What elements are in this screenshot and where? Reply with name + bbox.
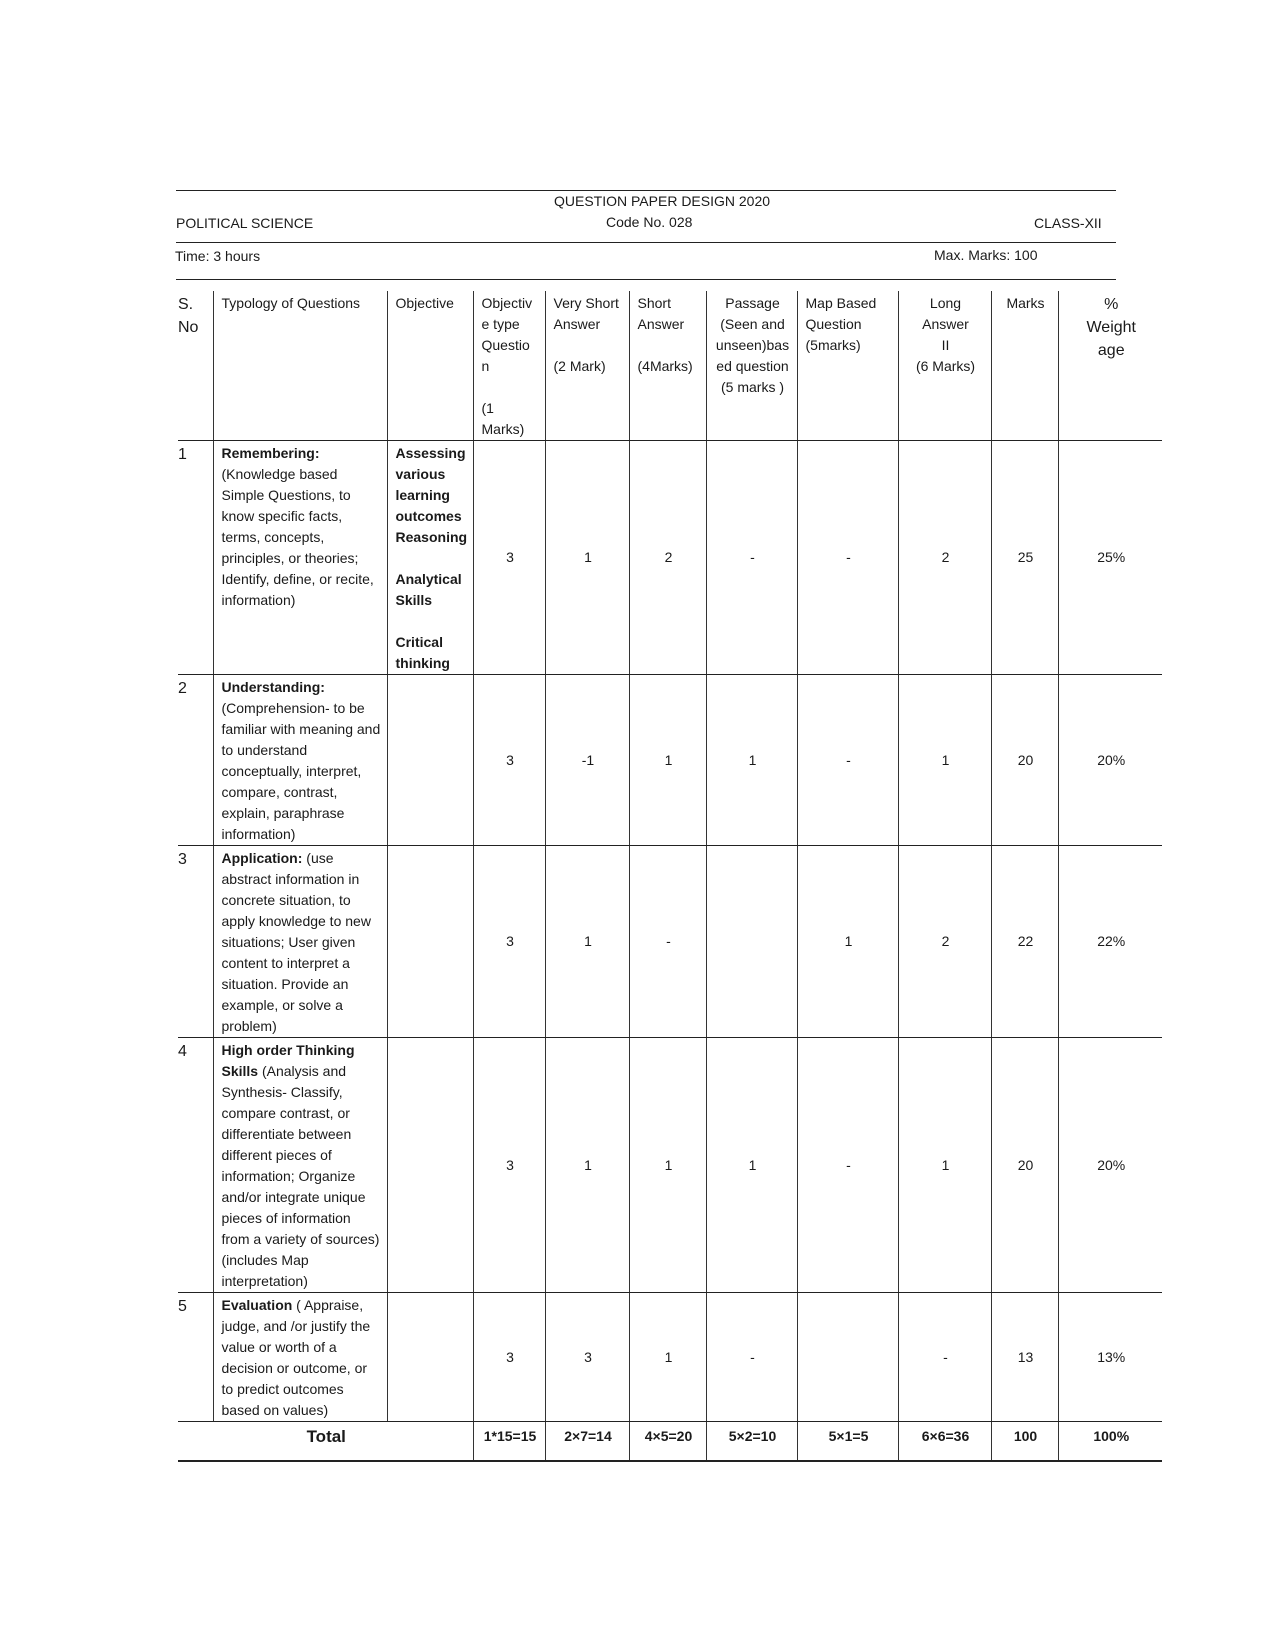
col-header-line: Very Short <box>553 295 619 311</box>
time-label: Time: 3 hours <box>175 248 261 264</box>
col-header-line: Typology of Questions <box>221 295 361 311</box>
col-header-line: (5marks) <box>805 337 861 353</box>
col-header-objective-type <box>473 291 545 441</box>
question-paper-table <box>178 291 1162 1462</box>
cell-sno: 3 <box>178 846 213 1038</box>
col-header-line: Answer <box>553 316 601 332</box>
cell-typology <box>213 846 387 1038</box>
cell-weightage: 13% <box>1058 1293 1162 1422</box>
typology-heading: Understanding: <box>221 679 325 695</box>
time-rule <box>176 279 1116 280</box>
cell-objective-type: 3 <box>473 675 545 846</box>
col-header-sno <box>178 291 213 441</box>
cell-long-answer: 1 <box>898 675 991 846</box>
typology-heading: Remembering: <box>221 445 320 461</box>
cell-weightage: 20% <box>1058 675 1162 846</box>
col-header-line: No <box>178 319 199 336</box>
col-header-marks <box>991 291 1058 441</box>
cell-marks: 22 <box>991 846 1058 1038</box>
cell-objective-type: 3 <box>473 846 545 1038</box>
cell-marks: 13 <box>991 1293 1058 1422</box>
col-header-line: (2 Mark) <box>553 358 606 374</box>
col-header-very-short <box>545 291 629 441</box>
col-header-line: age <box>1097 342 1125 359</box>
col-header-line <box>554 335 623 356</box>
cell-objective <box>387 1293 473 1422</box>
col-header-line: Questio <box>481 337 530 353</box>
cell-marks: 20 <box>991 1038 1058 1293</box>
cell-objective <box>387 675 473 846</box>
cell-marks: 25 <box>991 441 1058 675</box>
col-header-long-answer <box>898 291 991 441</box>
subject-name: POLITICAL SCIENCE <box>176 215 314 231</box>
typology-heading: Application: <box>221 850 303 866</box>
col-header-line: Short <box>637 295 671 311</box>
cell-very-short: 3 <box>545 1293 629 1422</box>
total-long-answer: 6×6=36 <box>898 1422 991 1462</box>
cell-objective <box>387 441 473 675</box>
col-header-line: (Seen and <box>720 316 785 332</box>
table-row <box>178 846 1162 1038</box>
col-header-passage <box>706 291 797 441</box>
typology-description: (Comprehension- to be familiar with meaning and to understand conceptually, interpret, compare, contrast, explain, paraphrase information) <box>221 700 381 842</box>
cell-objective-type: 3 <box>473 1038 545 1293</box>
objective-line: Assessing <box>395 445 466 461</box>
col-header-line: II <box>941 337 950 353</box>
cell-map-based: - <box>797 441 898 675</box>
col-header-line: % <box>1104 296 1119 313</box>
cell-sno: 2 <box>178 675 213 846</box>
table-row <box>178 675 1162 846</box>
cell-typology <box>213 1293 387 1422</box>
col-header-line <box>638 335 700 356</box>
col-header-line: Question <box>805 316 862 332</box>
cell-short: 2 <box>629 441 706 675</box>
typology-description: (Knowledge based Simple Questions, to know specific facts, terms, concepts, principles, or theories; Identify, define, or recite, information) <box>221 466 374 608</box>
objective-line <box>396 548 467 569</box>
cell-passage: 1 <box>706 675 797 846</box>
cell-objective-type: 3 <box>473 441 545 675</box>
typology-description: ( Appraise, judge, and /or justify the value or worth of a decision or outcome, or to predict outcomes based on values) <box>221 1297 371 1418</box>
table-row <box>178 1038 1162 1293</box>
cell-map-based: - <box>797 1038 898 1293</box>
cell-short: 1 <box>629 1038 706 1293</box>
max-marks-label: Max. Marks: 100 <box>934 247 1038 263</box>
cell-very-short: 1 <box>545 1038 629 1293</box>
cell-short: 1 <box>629 1293 706 1422</box>
typology-heading: High order Thinking Skills <box>221 1042 355 1079</box>
col-header-line: Map Based <box>805 295 877 311</box>
total-label: Total <box>178 1422 473 1462</box>
cell-sno: 1 <box>178 441 213 675</box>
typology-description: (Analysis and Synthesis- Classify, compare contrast, or differentiate between different pieces of information; Organize and/or integrate unique pieces of information from a variety of sources) (includes Map interpretation) <box>221 1063 380 1289</box>
col-header-line: Weight <box>1086 319 1136 336</box>
col-header-objective <box>387 291 473 441</box>
cell-long-answer: - <box>898 1293 991 1422</box>
col-header-map-based <box>797 291 898 441</box>
col-header-line: Long <box>929 295 962 311</box>
col-header-line: Answer <box>637 316 685 332</box>
table-header-row <box>178 291 1162 441</box>
objective-line <box>396 611 467 632</box>
col-header-short <box>629 291 706 441</box>
table-row <box>178 441 1162 675</box>
col-header-line: (1 <box>481 400 494 416</box>
cell-sno: 5 <box>178 1293 213 1422</box>
total-short: 4×5=20 <box>629 1422 706 1462</box>
cell-weightage: 25% <box>1058 441 1162 675</box>
cell-objective <box>387 846 473 1038</box>
objective-line: Critical <box>395 634 443 650</box>
subject-code: Code No. 028 <box>606 214 693 230</box>
col-header-line <box>482 377 539 398</box>
col-header-typology <box>213 291 387 441</box>
cell-long-answer: 2 <box>898 441 991 675</box>
cell-weightage: 20% <box>1058 1038 1162 1293</box>
cell-weightage: 22% <box>1058 846 1162 1038</box>
col-header-weightage <box>1058 291 1162 441</box>
cell-objective-type: 3 <box>473 1293 545 1422</box>
cell-very-short: -1 <box>545 675 629 846</box>
col-header-line: ed question <box>716 358 789 374</box>
col-header-line: Answer <box>922 316 969 332</box>
col-header-line: (5 marks ) <box>721 379 784 395</box>
col-header-line: S. <box>178 296 194 313</box>
paper-title: QUESTION PAPER DESIGN 2020 <box>554 193 771 209</box>
col-header-line: Objective <box>395 295 454 311</box>
cell-passage: 1 <box>706 1038 797 1293</box>
cell-long-answer: 1 <box>898 1038 991 1293</box>
col-header-line: Passage <box>725 295 780 311</box>
objective-line: learning <box>395 487 450 503</box>
objective-line: outcomes <box>395 508 462 524</box>
cell-very-short: 1 <box>545 846 629 1038</box>
col-header-line: unseen)bas <box>715 337 790 353</box>
cell-short: - <box>629 846 706 1038</box>
col-header-line: Marks <box>1006 295 1045 311</box>
cell-very-short: 1 <box>545 441 629 675</box>
total-passage: 5×2=10 <box>706 1422 797 1462</box>
objective-line: Analytical <box>395 571 462 587</box>
typology-description: (use abstract information in concrete situation, to apply knowledge to new situations; User given content to interpret a situation. Provide an example, or solve a problem) <box>221 850 371 1034</box>
total-map-based: 5×1=5 <box>797 1422 898 1462</box>
top-rule <box>176 190 1116 191</box>
col-header-line: Objectiv <box>481 295 533 311</box>
table-row <box>178 1293 1162 1422</box>
objective-line: thinking <box>395 655 450 671</box>
cell-sno: 4 <box>178 1038 213 1293</box>
objective-line: various <box>395 466 446 482</box>
total-objective-type: 1*15=15 <box>473 1422 545 1462</box>
cell-long-answer: 2 <box>898 846 991 1038</box>
cell-short: 1 <box>629 675 706 846</box>
col-header-line: n <box>481 358 490 374</box>
typology-heading: Evaluation <box>221 1297 293 1313</box>
class-label: CLASS-XII <box>1034 215 1102 231</box>
cell-typology <box>213 675 387 846</box>
col-header-line: (6 Marks) <box>915 358 976 374</box>
cell-passage <box>706 846 797 1038</box>
objective-line: Reasoning <box>395 529 468 545</box>
cell-map-based: 1 <box>797 846 898 1038</box>
cell-map-based <box>797 1293 898 1422</box>
cell-passage: - <box>706 441 797 675</box>
cell-objective <box>387 1038 473 1293</box>
header-rule <box>176 242 1116 243</box>
total-row <box>178 1422 1162 1462</box>
cell-passage: - <box>706 1293 797 1422</box>
col-header-line: Marks) <box>481 421 525 437</box>
cell-map-based: - <box>797 675 898 846</box>
cell-marks: 20 <box>991 675 1058 846</box>
objective-line: Skills <box>395 592 433 608</box>
col-header-line: (4Marks) <box>637 358 693 374</box>
total-very-short: 2×7=14 <box>545 1422 629 1462</box>
total-marks: 100 <box>991 1422 1058 1462</box>
cell-typology <box>213 441 387 675</box>
cell-typology <box>213 1038 387 1293</box>
col-header-line: e type <box>481 316 520 332</box>
total-weightage: 100% <box>1058 1422 1162 1462</box>
